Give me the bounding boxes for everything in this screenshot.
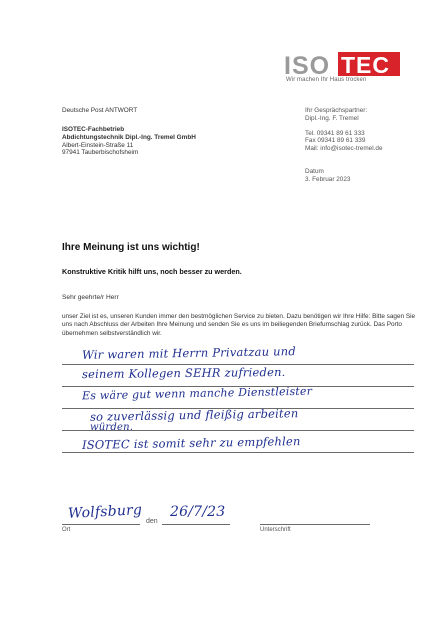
contact-block: [305, 107, 383, 153]
handwriting-line-3: Es wäre gut wenn manche Dienstleister: [81, 384, 313, 403]
logo-tagline: Wir machen Ihr Haus trocken: [286, 77, 367, 83]
place-handwritten: Wolfsburg: [67, 502, 143, 522]
contact-fax: Fax 09341 89 61 339: [305, 137, 366, 145]
recipient-line3: Albert-Einstein-Straße 11: [62, 141, 134, 149]
date-label: Datum: [305, 168, 324, 175]
date-handwritten: 26/7/23: [170, 504, 226, 520]
unterschrift-label: Unterschrift: [260, 527, 291, 533]
signature-line: [260, 524, 370, 525]
date-block: [305, 168, 350, 184]
contact-name: Dipl.-Ing. F. Tremel: [305, 114, 359, 122]
contact-label: Ihr Gesprächspartner:: [305, 107, 368, 114]
recipient-line4: 97941 Tauberbischofsheim: [62, 149, 139, 157]
handwriting-line-1: Wir waren mit Herrn Privatzau und: [81, 344, 297, 362]
recipient-address: [62, 126, 196, 157]
contact-tel: Tel. 09341 89 61 333: [305, 129, 365, 137]
place-line: [62, 524, 140, 525]
isotec-logo: [282, 50, 404, 78]
contact-mail: Mail: info@isotec-tremel.de: [305, 145, 383, 153]
sender-line: Deutsche Post ANTWORT: [62, 107, 138, 114]
logo-iso-text: ISO: [284, 52, 331, 78]
page-subtitle: Konstruktive Kritik hilft uns, noch besser zu werden.: [62, 267, 242, 276]
date-value: 3. Februar 2023: [305, 175, 351, 183]
ort-label: Ort: [62, 527, 71, 533]
handwriting-line-2: seinem Kollegen SEHR zufrieden.: [81, 364, 286, 382]
recipient-line2: Abdichtungstechnik Dipl.-Ing. Tremel GmbH: [62, 133, 196, 141]
ruled-line: [62, 452, 414, 453]
greeting: Sehr geehrte/r Herr: [62, 294, 119, 301]
handwriting-line-4: so zuverlässig und fleißig arbeiten: [89, 406, 299, 424]
date-line: [162, 524, 230, 525]
signature-row: [62, 500, 422, 540]
den-label: den: [146, 518, 158, 525]
handwriting-line-5: würden.: [90, 422, 134, 433]
intro-text: unser Ziel ist es, unseren Kunden immer den bestmöglichen Service zu bieten. Dazu benötigen wir Ihre Hilfe: Bitte sagen Sie uns nach Abschluss der Arbeiten Ihre Meinung und senden Sie es uns im beiliegenden Briefumschlag zurück. Das Porto übernehmen selbstverständlich wir.: [62, 313, 416, 337]
feedback-area: [62, 340, 422, 460]
isotec-logo-graphic: [282, 50, 404, 78]
handwriting-line-6: ISOTEC ist somit sehr zu empfehlen: [81, 434, 301, 452]
page-title: Ihre Meinung ist uns wichtig!: [62, 242, 200, 253]
logo-tec-text: TEC: [341, 52, 390, 78]
recipient-line1: ISOTEC-Fachbetrieb: [62, 126, 125, 133]
